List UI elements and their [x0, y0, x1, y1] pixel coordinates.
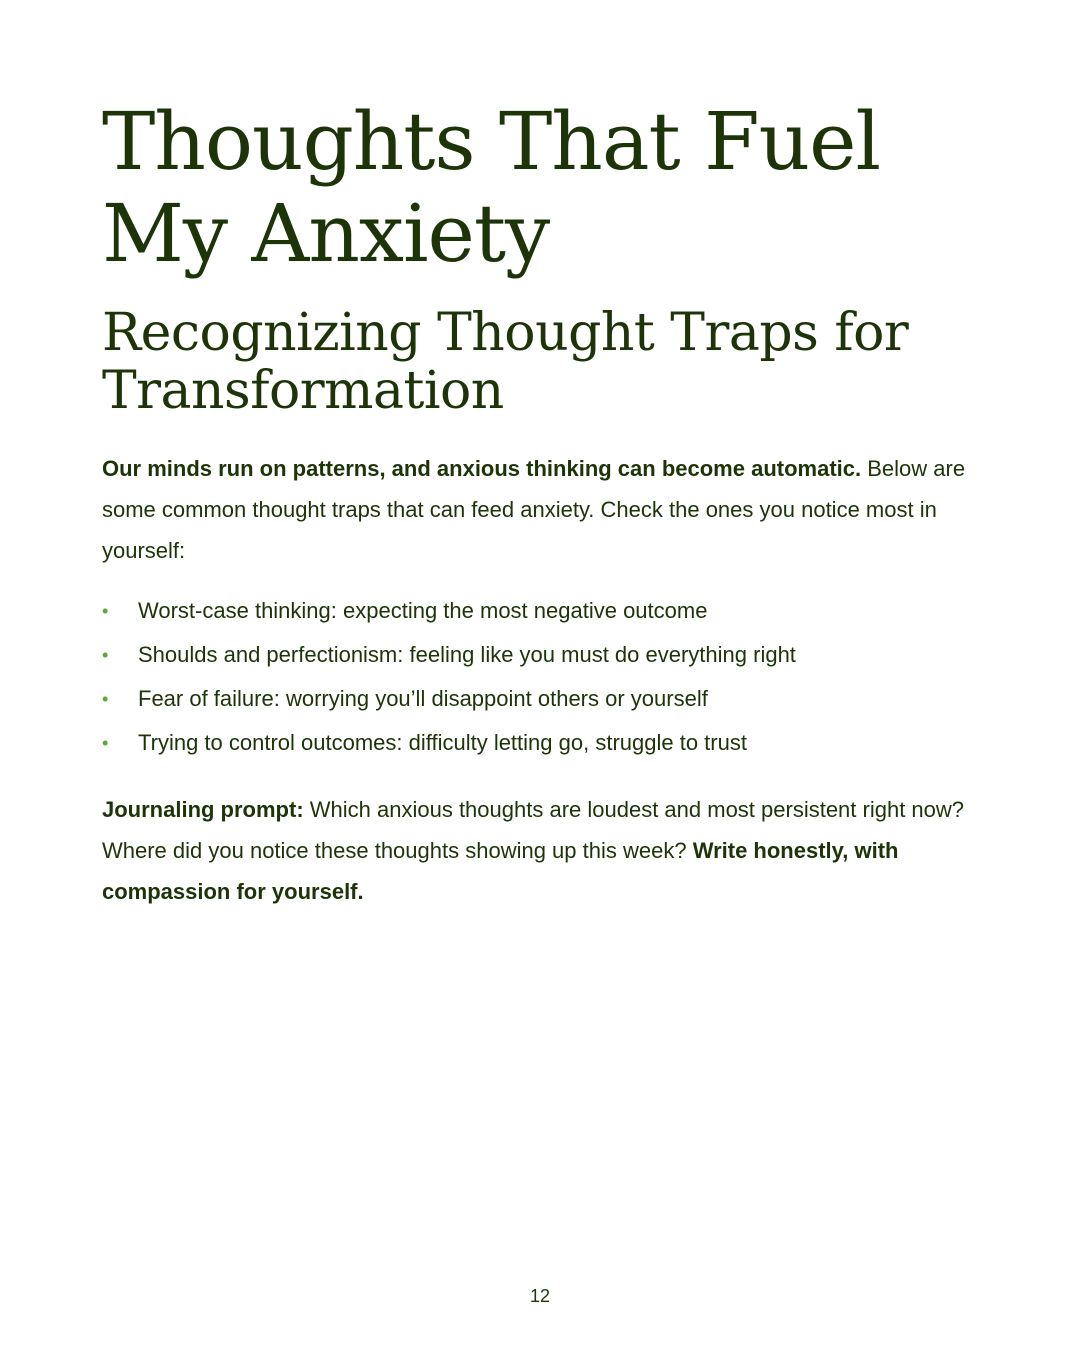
- page-title: [102, 96, 992, 280]
- list-item-text: Shoulds and perfectionism: feeling like you must do everything right: [138, 642, 796, 667]
- bullet-icon: •: [102, 689, 109, 709]
- intro-text: Below are some common thought traps that can feed anxiety. Check the ones you notice most in yourself:: [102, 456, 966, 563]
- list-item-text: Trying to control outcomes: difficulty letting go, struggle to trust: [138, 730, 747, 755]
- title-line-2: My Anxiety: [102, 187, 550, 280]
- page-subtitle: [102, 304, 992, 420]
- list-item: [102, 721, 992, 765]
- prompt-text: Which anxious thoughts are loudest and most persistent right now? Where did you notice these thoughts showing up this week?: [102, 797, 965, 863]
- list-item-text: Worst-case thinking: expecting the most negative outcome: [138, 598, 708, 623]
- list-item: [102, 677, 992, 721]
- journaling-prompt: [102, 789, 992, 912]
- document-page: [102, 96, 992, 912]
- list-item-text: Fear of failure: worrying you’ll disappoint others or yourself: [138, 686, 708, 711]
- title-line-1: Thoughts That Fuel: [102, 95, 881, 188]
- list-item: [102, 589, 992, 633]
- prompt-bold-end: Write honestly, with compassion for yourself.: [102, 838, 899, 904]
- list-item: [102, 633, 992, 677]
- prompt-label: Journaling prompt:: [102, 797, 304, 822]
- subtitle-line-1: Recognizing Thought Traps for: [102, 303, 909, 363]
- intro-paragraph: [102, 448, 992, 571]
- bullet-icon: •: [102, 601, 109, 621]
- intro-bold-text: Our minds run on patterns, and anxious thinking can become automatic.: [102, 456, 862, 481]
- page-number: 12: [529, 1286, 551, 1306]
- bullet-icon: •: [102, 645, 109, 665]
- thought-traps-list: [102, 589, 992, 765]
- bullet-icon: •: [102, 733, 109, 753]
- subtitle-line-2: Transformation: [102, 361, 504, 421]
